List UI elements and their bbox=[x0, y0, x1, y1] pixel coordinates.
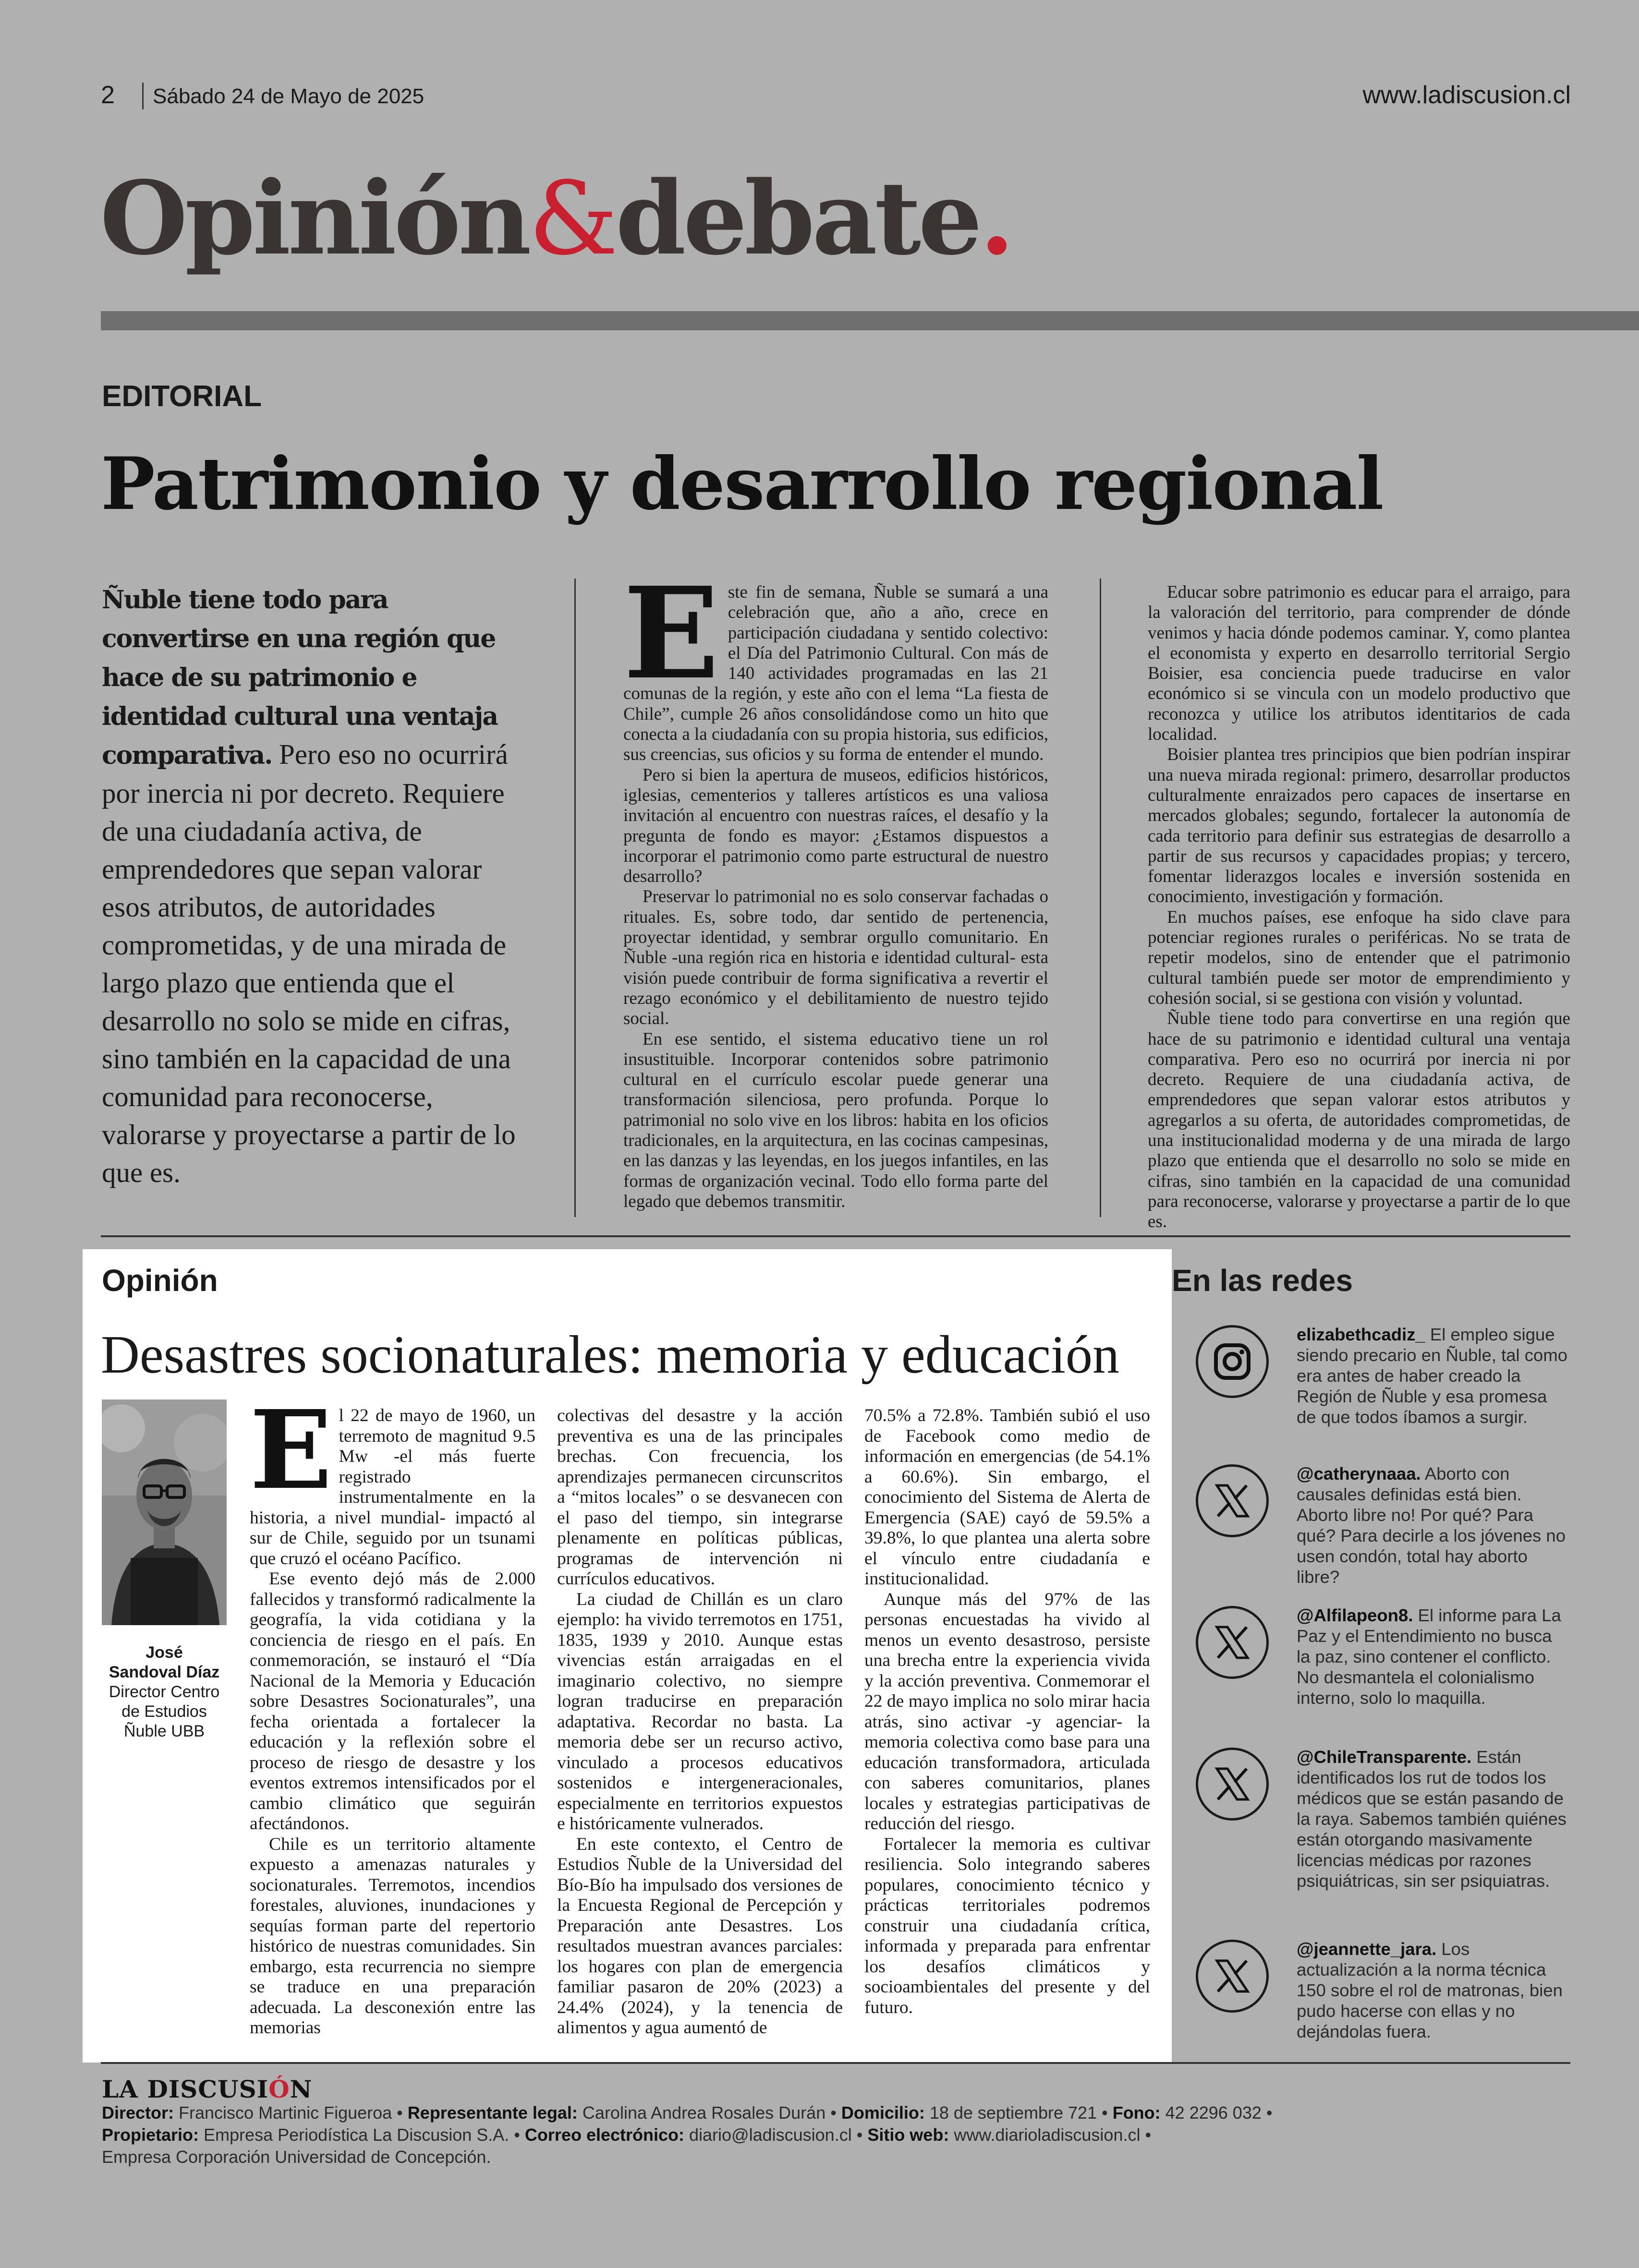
horizontal-rule bbox=[101, 1235, 1570, 1237]
editorial-lede-bold: Ñuble tiene todo para convertirse en una región que hace de su patrimonio e identidad cultural una ventaja comparativa. bbox=[102, 585, 498, 770]
social-post-text bbox=[1297, 1939, 1570, 2042]
editorial-kicker: EDITORIAL bbox=[102, 380, 262, 413]
email-link[interactable]: diario@ladiscusion.cl • bbox=[684, 2125, 868, 2145]
opinion-title: Desastres socionaturales: memoria y educación bbox=[101, 1325, 1119, 1385]
x-icon bbox=[1196, 1748, 1269, 1821]
imprint-label: Correo electrónico: bbox=[524, 2125, 684, 2145]
paragraph: Preservar lo patrimonial no es solo conservar fachadas o rituales. Es, sobre todo, dar sentido de pertenencia, proyectar identidad, y sembrar orgullo comunitario. En Ñuble -una región rica en historia e identidad cultural- esta visión puede contribuir de forma significativa a revertir el rezago económico y el debilitamiento de nuestro tejido social. bbox=[623, 887, 1048, 1029]
author-name bbox=[102, 1643, 227, 1682]
section-title-word1: Opinión bbox=[100, 159, 529, 277]
imprint-label: Domicilio: bbox=[841, 2103, 925, 2123]
social-message: Los actualización a la norma técnica 150 sobre el rol de matronas, bien pudo hacerse con ellas y no dejándolas fuera. bbox=[1297, 1939, 1563, 2041]
opinion-column-2 bbox=[557, 1406, 843, 2039]
opinion-column-1 bbox=[250, 1387, 535, 2039]
social-post-text bbox=[1297, 1463, 1570, 1587]
social-message: El empleo sigue siendo precario en Ñuble, tal como era antes de haber creado la Región de Ñuble y esa promesa de que todos íbamos a surgir. bbox=[1297, 1325, 1568, 1427]
author-photo bbox=[102, 1399, 227, 1625]
opinion-kicker: Opinión bbox=[102, 1263, 218, 1298]
horizontal-rule bbox=[101, 2062, 1570, 2064]
logo-accent-letter: Ó bbox=[268, 2075, 290, 2103]
website-link[interactable]: www.ladiscusion.cl bbox=[1362, 81, 1571, 109]
editorial-column-3 bbox=[1148, 582, 1570, 1232]
column-rule bbox=[574, 579, 576, 1217]
paragraph: Ñuble tiene todo para convertirse en una región que hace de su patrimonio e identidad cultural una ventaja comparativa. Pero eso no ocurrirá por inercia ni por decreto. Requiere de una ciudadanía activa, de emprendedores que sepan valorar estos atributos y agregarlos a su oferta, de autoridades comprometidas, de una institucionalidad moderna y de una mirada de largo plazo que entienda que el desarrollo no solo se mide en cifras, sino también en la capacidad de una comunidad para reconocerse, valorarse y proyectarse a partir de lo que es. bbox=[1148, 1009, 1570, 1232]
section-title bbox=[100, 159, 1012, 277]
instagram-icon bbox=[1196, 1325, 1269, 1398]
imprint-value: Empresa Periodística La Discusion S.A. • bbox=[199, 2125, 525, 2145]
paragraph: Ese evento dejó más de 2.000 fallecidos y transformó radicalmente la geografía, la vida cotidiana y la conciencia de riesgo en el país. En conmemoración, se instauró el “Día Nacional de la Memoria y Educación sobre Desastres Socionaturales”, una fecha orientada a fortalecer la educación y la reflexión sobre el proceso de riesgo de desastre y los eventos extremos intensificados por el cambio climático que seguirán afectándonos. bbox=[250, 1569, 535, 1834]
editorial-lede-text: Pero eso no ocurrirá por inercia ni por decreto. Requiere de una ciudadanía activa, de emprendedores que sepan valorar esos atributos, de autoridades comprometidas, y de una mirada de largo plazo que entienda que el desarrollo no solo se mide en cifras, sino también en la capacidad de una comunidad para reconocerse, valorarse y proyectarse a partir de lo que es. bbox=[102, 738, 516, 1188]
drop-cap: E bbox=[250, 1387, 332, 1514]
column-rule bbox=[1100, 579, 1101, 1217]
opinion-column-3 bbox=[864, 1406, 1150, 2018]
paragraph: l 22 de mayo de 1960, un terremoto de magnitud 9.5 Mw -el más fuerte registrado instrumentalmente en la historia, a nivel mundial- impactó al sur de Chile, seguido por un tsunami que cruzó el océano Pacífico. bbox=[250, 1406, 535, 1568]
paragraph: En ese sentido, el sistema educativo tiene un rol insustituible. Incorporar contenidos sobre patrimonio cultural en el currículo escolar puede generar una transformación silenciosa, pero profunda. Porque lo patrimonial no solo vive en los libros: habita en los oficios tradicionales, en la arquitectura, en las cocinas campesinas, en las danzas y las leyendas, en los juegos infantiles, en las formas de organización vecinal. Todo ello forma parte del legado que debemos transmitir. bbox=[623, 1029, 1048, 1211]
social-post-text bbox=[1297, 1324, 1570, 1427]
section-title-dot: . bbox=[979, 159, 1012, 277]
social-message: Aborto con causales definidas está bien. Aborto libre no! Por qué? Para qué? Para decirle a los jóvenes no usen condón, total hay aborto libre? bbox=[1297, 1464, 1566, 1587]
social-post-text bbox=[1297, 1747, 1570, 1891]
issue-date: Sábado 24 de Mayo de 2025 bbox=[153, 84, 425, 108]
imprint-line-3: Empresa Corporación Universidad de Concepción. bbox=[102, 2147, 491, 2167]
paragraph: Pero si bien la apertura de museos, edificios históricos, iglesias, cementerios y talleres artísticos es una valiosa invitación al encuentro con nuestras raíces, el desafío y la pregunta de fondo es mayor: ¿Estamos dispuestos a incorporar el patrimonio como parte estructural de nuestro desarrollo? bbox=[623, 765, 1048, 887]
social-handle[interactable]: @Alfilapeon8. bbox=[1297, 1605, 1413, 1625]
section-title-ampersand: & bbox=[528, 160, 616, 277]
imprint-line-2 bbox=[102, 2125, 1151, 2145]
social-handle[interactable]: @ChileTransparente. bbox=[1297, 1747, 1472, 1767]
paragraph: Chile es un territorio altamente expuesto a amenazas naturales y socionaturales. Terremotos, incendios forestales, aluviones, inundaciones y sequías forman parte del repertorio histórico de nuestras comunidades. Sin embargo, esta recurrencia no siempre se traduce en una preparación adecuada. La desconexión entre las memorias bbox=[250, 1834, 535, 2038]
paragraph: Fortalecer la memoria es cultivar resiliencia. Solo integrando saberes populares, conocimiento técnico y prácticas territoriales podremos construir una ciudadanía crítica, informada y preparada para enfrentar los desafíos climáticos y socioambientales del presente y del futuro. bbox=[864, 1834, 1150, 2017]
logo-text: N bbox=[290, 2075, 313, 2103]
logo-text: LA DISCUSI bbox=[102, 2075, 269, 2103]
x-icon bbox=[1196, 1464, 1269, 1537]
paragraph: Boisier plantea tres principios que bien podrían inspirar una nueva mirada regional: primero, desarrollar productos culturalmente enraizados pero capaces de insertarse en mercados globales; segundo, fortalecer la autonomía de cada territorio para definir sus estrategias de desarrollo a partir de sus recursos y capacidades propias; y tercero, fomentar liderazgos locales e inversión sostenida en conocimiento, investigación y formación. bbox=[1148, 745, 1570, 907]
paragraph: En muchos países, ese enfoque ha sido clave para potenciar regiones rurales o periféricas. No se trata de repetir modelos, sino de entender que el patrimonio cultural también puede ser motor de emprendimiento y cohesión social, si se gestiona con visión y voluntad. bbox=[1148, 907, 1570, 1008]
header-separator bbox=[142, 83, 144, 109]
author-last-name: Sandoval Díaz bbox=[109, 1663, 220, 1681]
paragraph: Educar sobre patrimonio es educar para el arraigo, para la valoración del territorio, para comprender de dónde venimos y hacia dónde podemos caminar. Y, como plantea el economista y experto en desarrollo territorial Sergio Boisier, esa conciencia puede traducirse en valor económico si se vincula con un modelo productivo que reconozca y utilice los atributos identitarios de cada localidad. bbox=[1148, 582, 1570, 745]
imprint-value: 42 2296 032 • bbox=[1160, 2103, 1273, 2123]
imprint-label: Director: bbox=[102, 2103, 174, 2123]
x-icon bbox=[1196, 1606, 1269, 1679]
drop-cap: E bbox=[623, 559, 719, 707]
imprint-value: Francisco Martinic Figueroa • bbox=[174, 2103, 408, 2123]
social-message: El informe para La Paz y el Entendimiento no busca la paz, sino contener el conflicto. No desmantela el colonialismo interno, solo lo maquilla. bbox=[1297, 1605, 1561, 1708]
author-first-name: José bbox=[146, 1643, 183, 1662]
paragraph: ste fin de semana, Ñuble se sumará a una celebración que, año a año, crece en participación ciudadana y sentido colectivo: el Día del Patrimonio Cultural. Con más de 140 actividades programadas en las 21 comunas de la región, y este año con el lema “La fiesta de Chile”, cumple 26 años consolidándose como un hito que conecta a la ciudadanía con su propia historia, sus edificios, sus creencias, sus oficios y su forma de entender el mundo. bbox=[623, 582, 1048, 765]
website-link[interactable]: www.diarioladiscusion.cl • bbox=[949, 2125, 1152, 2145]
x-icon bbox=[1196, 1940, 1269, 2013]
paragraph: Aunque más del 97% de las personas encuestadas ha vivido al menos un evento desastroso, persiste una brecha entre la experiencia vivida y la acción preventiva. Conmemorar el 22 de mayo implica no solo mirar hacia atrás, sino activar -y agenciar- la memoria colectiva como base para una educación transformadora, articulada con saberes comunitarios, planes locales y estrategias participativas de reducción del riesgo. bbox=[864, 1589, 1150, 1834]
imprint-label: Representante legal: bbox=[407, 2103, 578, 2123]
imprint-label: Fono: bbox=[1112, 2103, 1161, 2123]
editorial-lede bbox=[102, 580, 529, 1192]
social-post-text bbox=[1297, 1605, 1570, 1708]
paragraph: 70.5% a 72.8%. También subió el uso de Facebook como medio de información en emergencias (de 54.1% a 60.6%). Sin embargo, el conocimiento del Sistema de Alerta de Emergencia (SAE) cayó de 59.5% a 39.8%, lo que plantea una alerta sobre el vínculo entre ciudadanía e institucionalidad. bbox=[864, 1406, 1150, 1589]
imprint-line-1 bbox=[102, 2103, 1272, 2123]
page-number: 2 bbox=[101, 81, 115, 109]
paragraph: En este contexto, el Centro de Estudios Ñuble de la Universidad del Bío-Bío ha impulsado dos versiones de la Encuesta Regional de Percepción y Preparación ante Desastres. Los resultados muestran avances parciales: los hogares con plan de emergencia familiar pasaron de 20% (2023) a 24.4% (2024), y la tenencia de alimentos y agua aumentó de bbox=[557, 1834, 843, 2038]
author-portrait-image bbox=[102, 1399, 227, 1625]
social-message: Están identificados los rut de todos los médicos que se están pasando de la raya. Sabemos también quiénes están otorgando masivamente licencias médicas por razones psiquiátricas, sin ser psiquiatras. bbox=[1297, 1747, 1567, 1891]
paragraph: colectivas del desastre y la acción preventiva es una de las principales brechas. Con frecuencia, los aprendizajes permanecen circunscritos a “mitos locales” o se desvanecen con el paso del tiempo, sin integrarse plenamente en políticas públicas, programas de intervención ni currículos educativos. bbox=[557, 1406, 843, 1589]
newspaper-logo bbox=[102, 2075, 312, 2103]
author-role: Director Centro de Estudios Ñuble UBB bbox=[109, 1683, 220, 1740]
social-handle[interactable]: @jeannette_jara. bbox=[1297, 1939, 1437, 1959]
imprint-value: Carolina Andrea Rosales Durán • bbox=[577, 2103, 841, 2123]
paragraph: La ciudad de Chillán es un claro ejemplo: ha vivido terremotos en 1751, 1835, 1939 y 2010. Aunque estas vivencias están arraigadas en el imaginario colectivo, no siempre logran traducirse en preparación adaptativa. Recordar no basta. La memoria debe ser un recurso activo, vinculado a procesos educativos sostenidos e intergeneracionales, especialmente en territorios expuestos e históricamente vulnerados. bbox=[557, 1589, 843, 1834]
section-title-word2: debate bbox=[615, 159, 980, 277]
social-handle[interactable]: elizabethcadiz_ bbox=[1297, 1325, 1425, 1344]
editorial-column-2 bbox=[623, 559, 1048, 1212]
editorial-headline: Patrimonio y desarrollo regional bbox=[101, 442, 1383, 526]
imprint-label: Sitio web: bbox=[867, 2125, 949, 2145]
imprint-label: Propietario: bbox=[102, 2125, 199, 2145]
imprint-value: 18 de septiembre 721 • bbox=[924, 2103, 1113, 2123]
section-divider-bar bbox=[101, 311, 1639, 330]
social-handle[interactable]: @catherynaaa. bbox=[1297, 1464, 1421, 1484]
social-section-title: En las redes bbox=[1172, 1263, 1353, 1298]
